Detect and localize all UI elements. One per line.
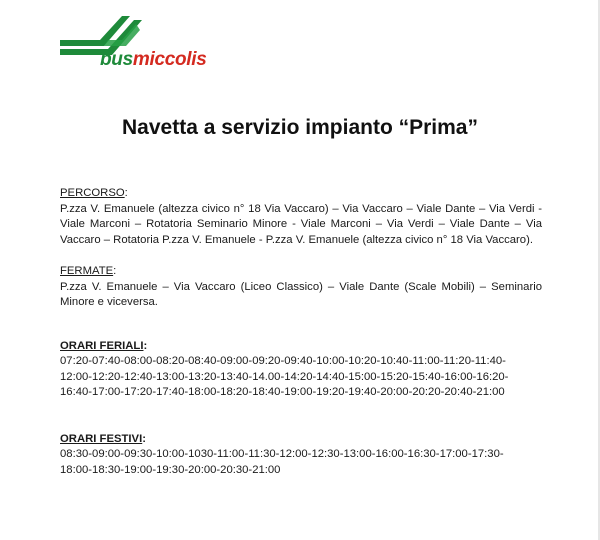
orari-feriali-section [60,339,542,401]
orari-feriali-line: 07:20-07:40-08:00-08:20-08:40-09:00-09:20-09:40-10:00-10:20-10:40-11:00-11:20-11:40- [60,355,506,367]
fermate-heading-colon: : [113,265,117,277]
orari-festivi-line: 18:00-18:30-19:00-19:30-20:00-20:30-21:00 [60,463,281,476]
logo-text-miccolis: miccolis [132,49,207,70]
percorso-text: P.zza V. Emanuele (altezza civico n° 18 Via Vaccaro) – Via Vaccaro – Viale Dante – Via Verdi - Viale Marconi – Rotatoria Seminario Minore - Viale Marconi – Via Verdi – Viale Dante – Via Vaccaro – Rotatoria P.zza V. Emanuele - P.zza V. Emanuele (altezza civico n° 18 Via Vaccaro). [60,202,542,246]
orari-feriali-heading: ORARI FERIALI [60,339,144,352]
page-title: Navetta a servizio impianto “Prima” [122,116,478,139]
logo-text-bus: bus [100,49,133,70]
orari-feriali-line: 16:40-17:00-17:20-17:40-18:00-18:20-18:40-19:00-19:20-19:40-20:00-20:20-20:40-21:00 [60,386,505,398]
busmiccolis-logo [60,16,230,72]
orari-festivi-section [60,432,542,479]
orari-festivi-heading-colon: : [142,432,146,445]
percorso-heading: PERCORSO [60,187,125,199]
orari-feriali-line: 12:00-12:20-12:40-13:00-13:20-13:40-14.00-14:20-14:40-15:00-15:20-15:40-16:00-16:20- [60,370,509,383]
percorso-heading-colon: : [124,187,128,199]
orari-feriali-heading-colon: : [143,339,148,352]
fermate-heading: FERMATE [60,265,114,277]
logo-wordmark [100,49,207,71]
document-body [60,186,542,478]
fermate-text: P.zza V. Emanuele – Via Vaccaro (Liceo Classico) – Viale Dante (Scale Mobili) – Seminario Minore e viceversa. [60,280,542,308]
orari-festivi-heading: ORARI FESTIVI [60,432,143,445]
percorso-section [60,186,542,248]
orari-festivi-line: 08:30-09:00-09:30-10:00-1030-11:00-11:30-12:00-12:30-13:00-16:00-16:30-17:00-17:30- [60,448,504,460]
fermate-section [60,264,542,311]
